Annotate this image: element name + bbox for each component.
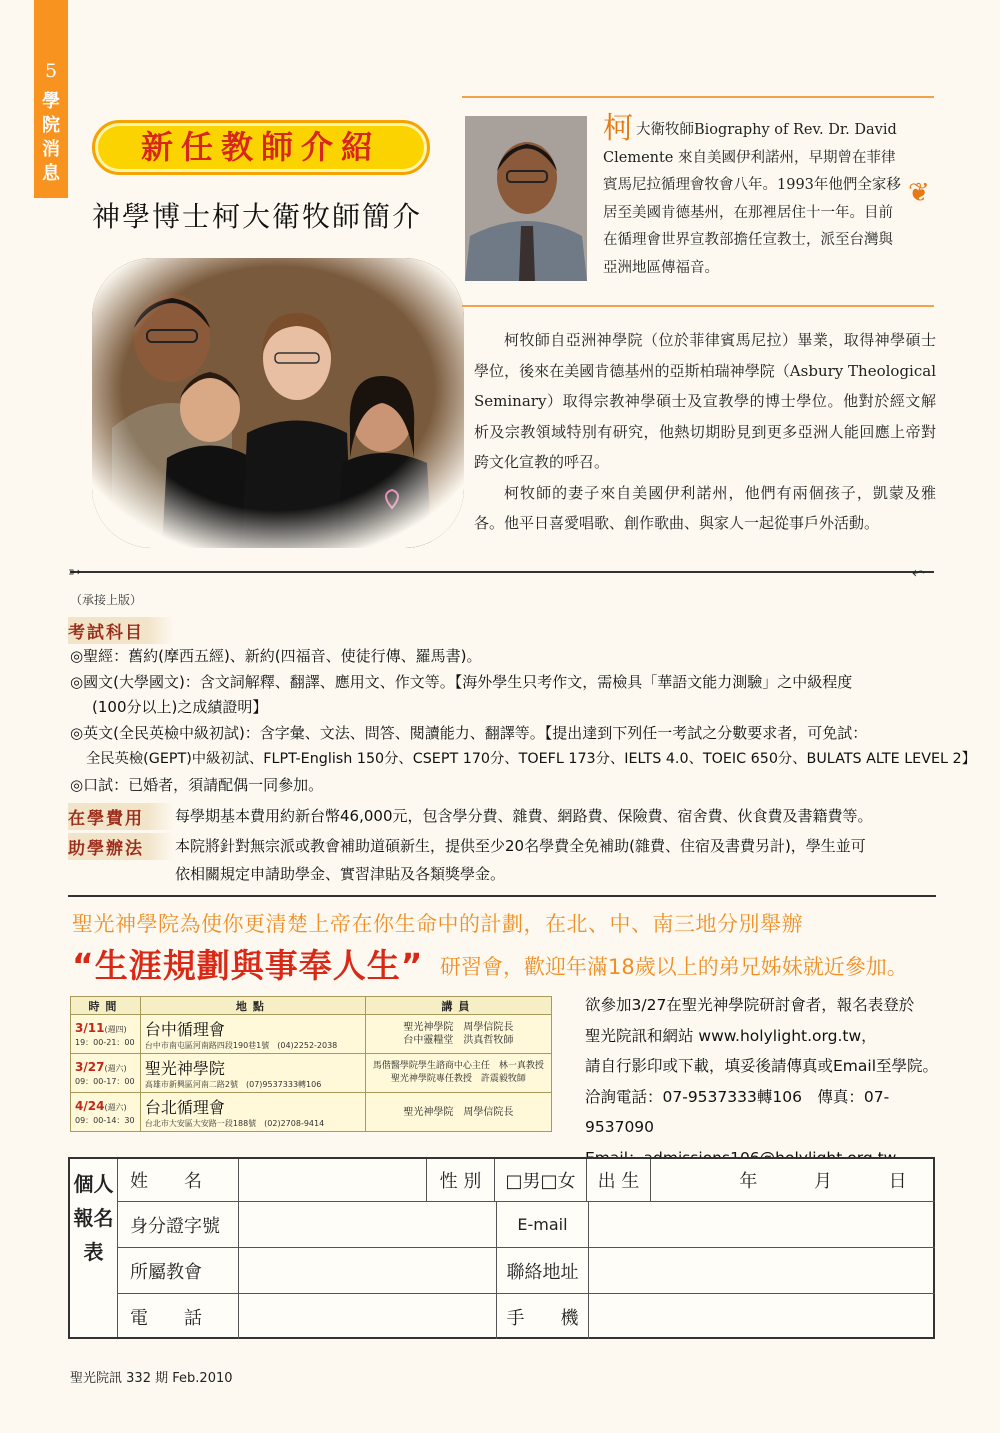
form-title-text: 個人報名表 (73, 1172, 114, 1264)
venue-cell (140, 1054, 365, 1093)
bio-paragraph: 柯牧師的妻子來自美國伊利諾州，他們有兩個孩子，凱蒙及雅各。他平日喜愛唱歌、創作歌曲、與家人一起從事戶外活動。 (474, 483, 936, 532)
mobile-field[interactable] (589, 1294, 935, 1339)
venue-name: 聖光神學院 (144, 1059, 225, 1078)
event-date: 3/27 (75, 1059, 105, 1074)
promo-line: 聖光神學院為使你更清楚上帝在你生命中的計劃，在北、中、南三地分別舉辦 (72, 912, 803, 936)
label-text: 出 生 (597, 1171, 640, 1192)
family-photo (92, 258, 464, 548)
event-weekday: (週六) (104, 1063, 127, 1073)
exam-item: (100分以上)之成績證明】 (92, 698, 268, 716)
email-field[interactable] (589, 1202, 935, 1248)
exam-item: ◎口試：已婚者，須請配偶一同參加。 (70, 776, 324, 794)
bio-intro-text: 大衛牧師Biography of Rev. Dr. David Clemente 來自美國伊利諾州，早期曾在菲律賓馬尼拉循理會牧會八年。1993年他們全家移居至美國肯德基州，在那裡居住十一年。目前在循理會世界宣教部擔任宣教士，派至台灣與亞洲地區傳福音。 (603, 122, 901, 276)
id-field[interactable] (239, 1202, 497, 1248)
article-title-banner (92, 120, 430, 175)
event-weekday: (週六) (104, 1102, 127, 1112)
speaker-cell (365, 1093, 551, 1132)
day-label: 日 (888, 1171, 907, 1192)
column-header: 地點 (140, 997, 365, 1015)
aid-text: 本院將針對無宗派或教會補助道碩新生，提供至少20名學費全免補助(雜費、住宿及書費另計)，學生並可 (175, 837, 866, 855)
event-weekday: (週四) (104, 1024, 127, 1034)
fees-heading: 在學費用 (68, 803, 174, 830)
continued-note: （承接上版） (70, 593, 143, 607)
promo-line: 研習會，歡迎年滿18歲以上的弟兄姊妹就近參加。 (440, 955, 908, 979)
page-footer (70, 1367, 233, 1386)
section-label: 學院消息 (42, 91, 60, 184)
issue-date: Feb.2010 (172, 1371, 233, 1386)
column-header: 講員 (365, 997, 551, 1015)
info-line: 洽詢電話：07-9537333轉106 傳真：07-9537090 (585, 1087, 890, 1136)
issue-number: 332 (126, 1371, 151, 1386)
article-subtitle: 神學博士柯大衛牧師簡介 (92, 200, 423, 233)
exam-item: 全民英檢(GEPT)中級初試、FLPT-English 150分、CSEPT 170分、TOEFL 173分、IELTS 4.0、TOEIC 650分、BULATS ALTE LEVEL 2】 (86, 751, 976, 767)
registration-info (585, 990, 945, 1173)
aid-heading: 助學辦法 (68, 833, 174, 860)
divider-right-icon: ⬿ (912, 562, 925, 581)
article-title: 新任教師介紹 (140, 128, 381, 166)
table-row (71, 1015, 552, 1054)
venue-name: 台北循理會 (144, 1098, 225, 1117)
event-time: 09：00-17：00 (75, 1076, 135, 1086)
birth-field[interactable] (651, 1159, 935, 1202)
schedule-table (70, 996, 552, 1132)
section-divider (70, 571, 934, 573)
name-label (118, 1159, 239, 1202)
event-date: 4/24 (75, 1098, 105, 1113)
date-cell (71, 1015, 141, 1054)
label-text: 身分證字號 (130, 1215, 220, 1237)
exam-heading: 考試科目 (68, 617, 174, 644)
issue-suffix: 期 (155, 1371, 169, 1386)
month-label: 月 (813, 1171, 832, 1192)
label-text: 手 機 (506, 1307, 579, 1329)
event-time: 19：00-21：00 (75, 1037, 135, 1047)
church-label (118, 1248, 239, 1294)
exam-item: ◎國文(大學國文)：含文詞解釋、翻譯、應用文、作文等。【海外學生只考作文，需檢具「華語文能力測驗」之中級程度 (70, 673, 853, 691)
exam-item: ◎英文(全民英檢中級初試)：含字彙、文法、問答、閱讀能力、翻譯等。【提出達到下列任一考試之分數要求者，可免試： (70, 724, 868, 742)
label-text: 姓 名 (130, 1171, 202, 1192)
birth-label (587, 1159, 651, 1202)
divider-left-icon: ➳ (68, 562, 82, 581)
speaker: 馬偕醫學院學生諮商中心主任 林一真教授 (372, 1061, 544, 1071)
mobile-label (497, 1294, 589, 1339)
venue-address: 台中市南屯區河南路四段190巷1號 (04)2252-2038 (144, 1041, 338, 1050)
event-date: 3/11 (75, 1020, 105, 1035)
table-row (71, 1093, 552, 1132)
bio-paragraph: 柯牧師自亞洲神學院（位於菲律賓馬尼拉）畢業，取得神學碩士學位，後來在美國肯德基州的亞斯柏瑞神學院（Asbury Theological Seminary）取得宗教神學碩士及宣教學的博士學位。他對於經文解析及宗教領域特別有研究，他熱切期盼見到更多亞洲人能回應上帝對跨文化宣教的呼召。 (474, 331, 936, 471)
gender-options[interactable] (495, 1159, 587, 1202)
event-title: “生涯規劃與事奉人生” (72, 946, 424, 985)
page-number: 5 (44, 60, 58, 82)
phone-label (118, 1294, 239, 1339)
gender-label (427, 1159, 495, 1202)
section-tab (34, 0, 68, 198)
exam-item: ◎聖經：舊約(摩西五經)、新約(四福音、使徒行傳、羅馬書)。 (70, 647, 482, 665)
year-label: 年 (739, 1171, 758, 1192)
top-rule (462, 96, 934, 98)
table-header-row (71, 997, 552, 1015)
church-field[interactable] (239, 1248, 497, 1294)
venue-cell (140, 1015, 365, 1054)
bio-rule (462, 305, 934, 307)
fees-text: 每學期基本費用約新台幣46,000元，包含學分費、雜費、網路費、保險費、宿舍費、伙食費及書籍費等。 (175, 807, 873, 825)
venue-name: 台中循理會 (144, 1020, 225, 1039)
event-time: 09：00-14：30 (75, 1115, 135, 1125)
speaker-cell (365, 1015, 551, 1054)
info-line: 欲參加3/27在聖光神學院研討會者，報名表登於 (585, 996, 915, 1014)
id-label (118, 1202, 239, 1248)
portrait-photo (465, 116, 587, 281)
venue-address: 台北市大安區大安路一段188號 (02)2708-9414 (144, 1119, 325, 1128)
address-label (497, 1248, 589, 1294)
form-title (70, 1159, 118, 1337)
bio-body (474, 325, 936, 539)
table-row (71, 1054, 552, 1093)
address-field[interactable] (589, 1248, 935, 1294)
info-line: 請自行影印或下載，填妥後請傳真或Email至學院。 (585, 1057, 939, 1075)
phone-field[interactable] (239, 1294, 497, 1339)
venue-cell (140, 1093, 365, 1132)
speaker: 聖光神學院 周學信院長 (403, 1106, 514, 1118)
section-divider (68, 895, 936, 897)
ornament-icon: ❦ (908, 178, 930, 208)
date-cell (71, 1054, 141, 1093)
gender-checkbox[interactable]: □男□女 (505, 1171, 576, 1192)
drop-cap: 柯 (603, 111, 633, 146)
date-cell (71, 1093, 141, 1132)
column-header: 時間 (71, 997, 141, 1015)
aid-text: 依相關規定申請助學金、實習津貼及各類獎學金。 (175, 865, 506, 883)
bio-intro (603, 111, 903, 282)
speaker: 聖光神學院 周學信院長 (403, 1022, 514, 1033)
venue-address: 高雄市新興區河南二路2號 (07)9537333轉106 (144, 1080, 322, 1089)
name-field[interactable] (239, 1159, 427, 1202)
label-text: E-mail (517, 1215, 568, 1234)
registration-form (68, 1157, 935, 1339)
label-text: 電 話 (130, 1307, 202, 1329)
speaker-cell (365, 1054, 551, 1093)
speaker: 台中靈糧堂 洪真哲牧師 (403, 1035, 514, 1046)
label-text: 所屬教會 (130, 1261, 202, 1283)
speaker: 聖光神學院專任教授 許震毅牧師 (390, 1074, 526, 1084)
label-text: 聯絡地址 (506, 1261, 579, 1283)
info-line: 聖光院訊和網站 www.holylight.org.tw， (585, 1026, 877, 1045)
email-label (497, 1202, 589, 1248)
publication-name: 聖光院訊 (70, 1371, 123, 1386)
label-text: 性 別 (439, 1171, 482, 1192)
